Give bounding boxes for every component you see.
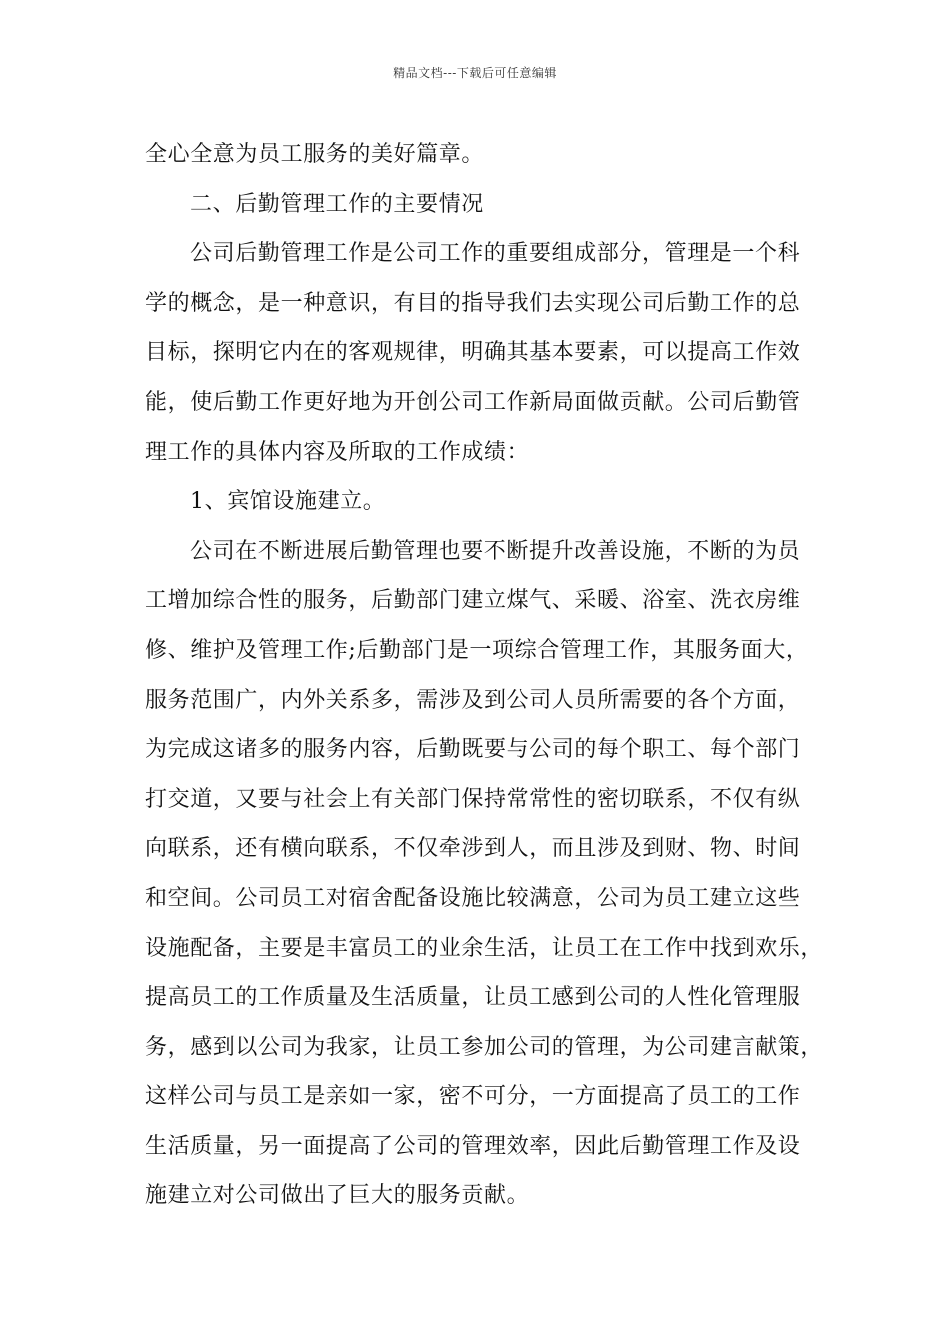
body-line: 公司后勤管理工作是公司工作的重要组成部分，管理是一个科 xyxy=(190,241,801,267)
body-line: 为完成这诸多的服务内容，后勤既要与公司的每个职工、每个部门 xyxy=(145,737,801,763)
body-line: 工增加综合性的服务，后勤部门建立煤气、采暖、浴室、洗衣房维 xyxy=(145,588,801,614)
body-line: 生活质量，另一面提高了公司的管理效率，因此后勤管理工作及设 xyxy=(145,1133,801,1159)
body-line: 打交道，又要与社会上有关部门保持常常性的密切联系，不仅有纵 xyxy=(145,786,801,812)
body-line: 设施配备，主要是丰富员工的业余生活，让员工在工作中找到欢乐， xyxy=(145,935,824,961)
body-line: 施建立对公司做出了巨大的服务贡献。 xyxy=(145,1183,530,1209)
body-line: 目标，探明它内在的客观规律，明确其基本要素，可以提高工作效 xyxy=(145,340,801,366)
page-header: 精品文档---下载后可任意编辑 xyxy=(393,66,557,80)
body-line: 和空间。公司员工对宿舍配备设施比较满意，公司为员工建立这些 xyxy=(145,885,801,911)
subsection-heading: 1、宾馆设施建立。 xyxy=(190,489,386,515)
body-line: 提高员工的工作质量及生活质量，让员工感到公司的人性化管理服 xyxy=(145,985,801,1011)
body-line: 能，使后勤工作更好地为开创公司工作新局面做贡献。公司后勤管 xyxy=(145,389,801,415)
section-heading: 二、后勤管理工作的主要情况 xyxy=(190,191,484,217)
document-body xyxy=(145,130,835,1221)
body-line: 务，感到以公司为我家，让员工参加公司的管理，为公司建言献策， xyxy=(145,1034,824,1060)
body-line: 理工作的具体内容及所取的工作成绩： xyxy=(145,439,530,465)
body-line: 公司在不断进展后勤管理也要不断提升改善设施，不断的为员 xyxy=(190,538,801,564)
body-line: 修、维护及管理工作;后勤部门是一项综合管理工作，其服务面大， xyxy=(145,637,809,663)
body-line: 学的概念，是一种意识，有目的指导我们去实现公司后勤工作的总 xyxy=(145,290,801,316)
body-line: 全心全意为员工服务的美好篇章。 xyxy=(145,142,485,167)
body-line: 向联系，还有横向联系，不仅牵涉到人，而且涉及到财、物、时间 xyxy=(145,836,801,862)
body-line: 这样公司与员工是亲如一家，密不可分，一方面提高了员工的工作 xyxy=(145,1084,801,1110)
body-line: 服务范围广，内外关系多，需涉及到公司人员所需要的各个方面， xyxy=(145,687,801,713)
